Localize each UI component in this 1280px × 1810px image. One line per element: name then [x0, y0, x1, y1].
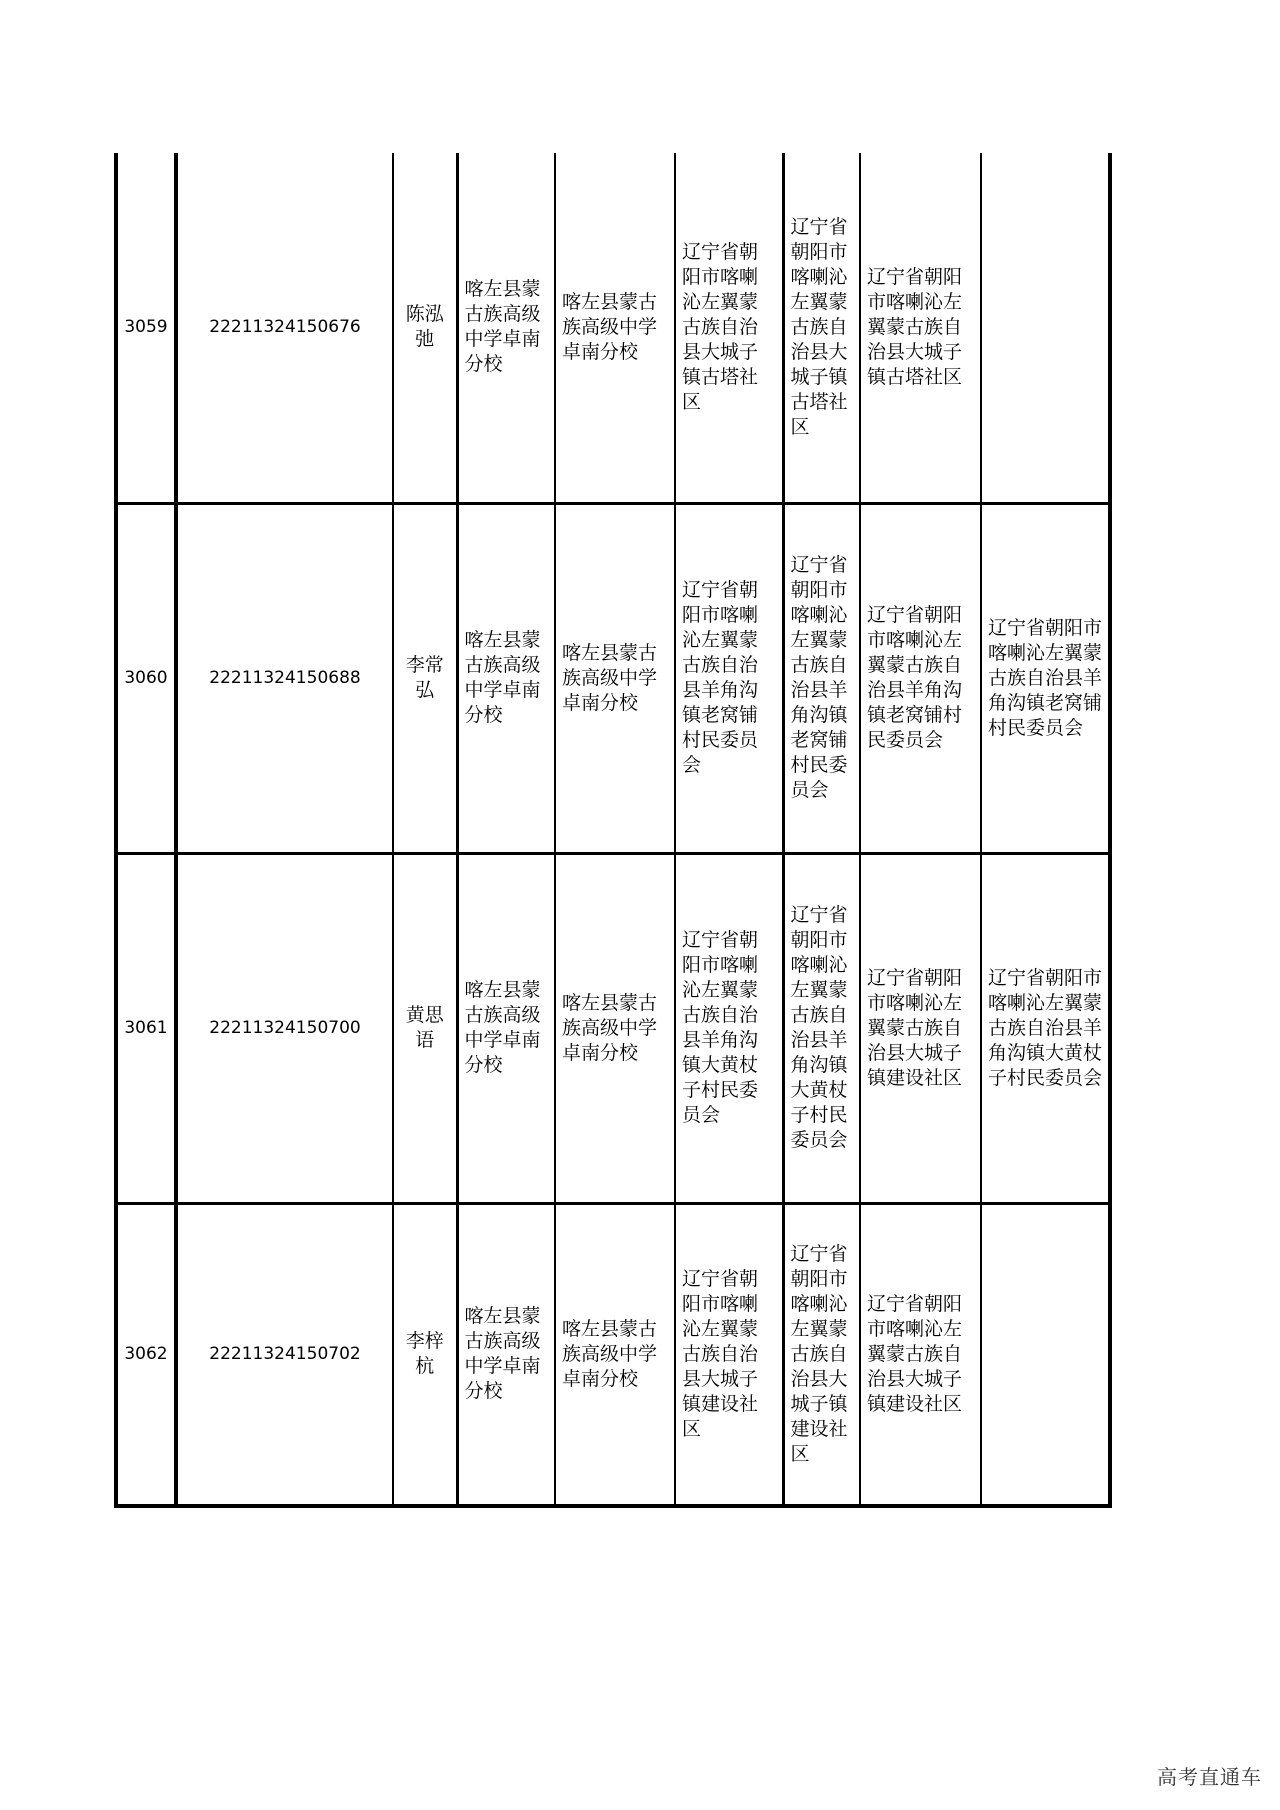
address-cell-3: 辽宁省朝阳市喀喇沁左翼蒙古族自治县大城子镇建设社区: [860, 853, 981, 1203]
table-row: [116, 1203, 1110, 1506]
school-cell: 喀左县蒙古族高级中学卓南分校: [457, 503, 555, 853]
address-cell-2: 辽宁省朝阳市喀喇沁左翼蒙古族自治县大城子镇古塔社区: [783, 153, 860, 503]
student-name-cell: 李梓杭: [393, 1203, 457, 1506]
address-cell-4: 辽宁省朝阳市喀喇沁左翼蒙古族自治县羊角沟镇大黄杖子村民委员会: [981, 853, 1110, 1203]
watermark-text: 高考直通车: [1157, 1765, 1262, 1789]
address-cell-1: 辽宁省朝阳市喀喇沁左翼蒙古族自治县大城子镇古塔社区: [675, 153, 783, 503]
address-cell-3: 辽宁省朝阳市喀喇沁左翼蒙古族自治县大城子镇建设社区: [860, 1203, 981, 1506]
school-cell-2: 喀左县蒙古族高级中学卓南分校: [555, 853, 675, 1203]
student-name-cell: 陈泓弛: [393, 153, 457, 503]
address-cell-1: 辽宁省朝阳市喀喇沁左翼蒙古族自治县羊角沟镇大黄杖子村民委员会: [675, 853, 783, 1203]
address-cell-3: 辽宁省朝阳市喀喇沁左翼蒙古族自治县羊角沟镇老窝铺村民委员会: [860, 503, 981, 853]
table-row: [116, 503, 1110, 853]
student-name-cell: 黄思语: [393, 853, 457, 1203]
table-row: [116, 153, 1110, 503]
address-cell-2: 辽宁省朝阳市喀喇沁左翼蒙古族自治县羊角沟镇老窝铺村民委员会: [783, 503, 860, 853]
address-cell-2: 辽宁省朝阳市喀喇沁左翼蒙古族自治县大城子镇建设社区: [783, 1203, 860, 1506]
address-cell-4: [981, 1203, 1110, 1506]
seq-cell: 3060: [116, 503, 176, 853]
address-cell-1: 辽宁省朝阳市喀喇沁左翼蒙古族自治县羊角沟镇老窝铺村民委员会: [675, 503, 783, 853]
student-name-cell: 李常弘: [393, 503, 457, 853]
exam-number-cell: 22211324150676: [176, 153, 393, 503]
seq-cell: 3061: [116, 853, 176, 1203]
address-cell-2: 辽宁省朝阳市喀喇沁左翼蒙古族自治县羊角沟镇大黄杖子村民委员会: [783, 853, 860, 1203]
seq-cell: 3062: [116, 1203, 176, 1506]
school-cell: 喀左县蒙古族高级中学卓南分校: [457, 1203, 555, 1506]
school-cell: 喀左县蒙古族高级中学卓南分校: [457, 153, 555, 503]
seq-cell: 3059: [116, 153, 176, 503]
exam-number-cell: 22211324150702: [176, 1203, 393, 1506]
records-table: [114, 153, 1112, 1508]
school-cell-2: 喀左县蒙古族高级中学卓南分校: [555, 503, 675, 853]
address-cell-4: 辽宁省朝阳市喀喇沁左翼蒙古族自治县羊角沟镇老窝铺村民委员会: [981, 503, 1110, 853]
address-cell-3: 辽宁省朝阳市喀喇沁左翼蒙古族自治县大城子镇古塔社区: [860, 153, 981, 503]
exam-number-cell: 22211324150688: [176, 503, 393, 853]
table-row: [116, 853, 1110, 1203]
school-cell-2: 喀左县蒙古族高级中学卓南分校: [555, 153, 675, 503]
exam-number-cell: 22211324150700: [176, 853, 393, 1203]
address-cell-4: [981, 153, 1110, 503]
address-cell-1: 辽宁省朝阳市喀喇沁左翼蒙古族自治县大城子镇建设社区: [675, 1203, 783, 1506]
school-cell-2: 喀左县蒙古族高级中学卓南分校: [555, 1203, 675, 1506]
school-cell: 喀左县蒙古族高级中学卓南分校: [457, 853, 555, 1203]
